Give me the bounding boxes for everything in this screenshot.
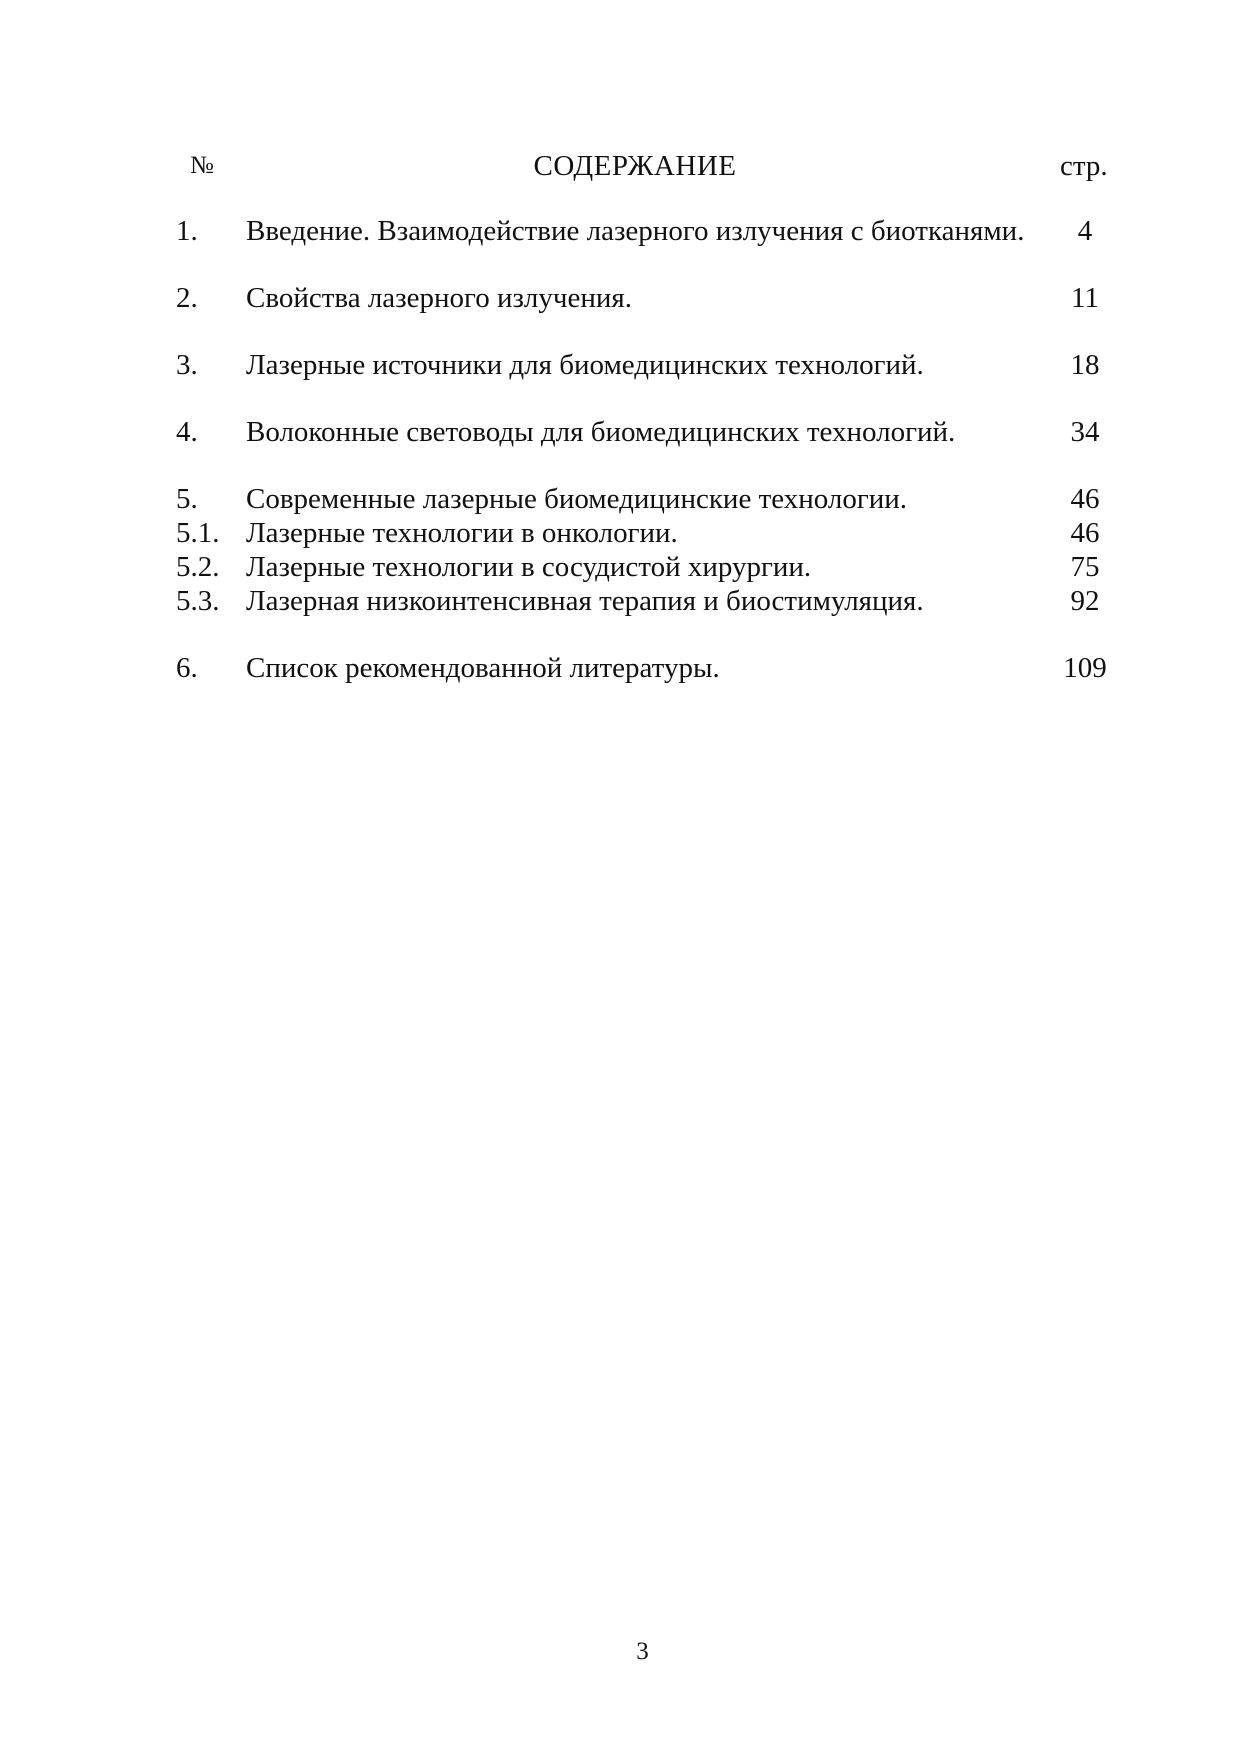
toc-entry-page: 75 <box>1070 551 1100 583</box>
toc-subentry <box>0 515 1241 551</box>
toc-subentry <box>0 583 1241 619</box>
toc-entry-number: 5.2. <box>176 551 220 583</box>
toc-entry-number: 2. <box>176 282 198 314</box>
toc-entry-title: Лазерные технологии в онкологии. <box>246 517 678 549</box>
toc-entry <box>0 213 1241 249</box>
toc-entry-page: 34 <box>1070 416 1100 448</box>
toc-entry-number: 6. <box>176 652 198 684</box>
toc-entry-page: 11 <box>1071 282 1099 314</box>
toc-entry-page: 46 <box>1070 517 1100 549</box>
toc-entry-title: Современные лазерные биомедицинские технологии. <box>246 483 908 515</box>
toc-entry-title: Список рекомендованной литературы. <box>246 652 720 684</box>
toc-entry-number: 4. <box>176 416 198 448</box>
toc-entry-page: 109 <box>1063 652 1107 684</box>
page-title: СОДЕРЖАНИЕ <box>533 150 737 182</box>
number-column-header: № <box>190 152 214 179</box>
toc-entry-title: Свойства лазерного излучения. <box>246 282 632 314</box>
toc-entry-number: 5.3. <box>176 585 220 617</box>
toc-entry <box>0 347 1241 383</box>
toc-entry-title: Лазерная низкоинтенсивная терапия и биостимуляция. <box>246 585 924 617</box>
toc-entry-title: Лазерные источники для биомедицинских технологий. <box>246 349 924 381</box>
toc-entry-number: 1. <box>176 215 198 247</box>
toc-entry-page: 46 <box>1070 483 1100 515</box>
toc-subentry <box>0 549 1241 585</box>
toc-entry-number: 3. <box>176 349 198 381</box>
toc-entry-number: 5. <box>176 483 198 515</box>
page-number: 3 <box>636 1638 649 1665</box>
toc-entry-number: 5.1. <box>176 517 220 549</box>
toc-entry <box>0 280 1241 316</box>
toc-entry-page: 92 <box>1070 585 1100 617</box>
page-column-header: стр. <box>1060 150 1108 182</box>
toc-entry-title: Лазерные технологии в сосудистой хирургии. <box>246 551 812 583</box>
toc-entry-page: 18 <box>1070 349 1100 381</box>
toc-entry-title: Введение. Взаимодействие лазерного излучения с биотканями. <box>246 215 1025 247</box>
toc-entry <box>0 414 1241 450</box>
toc-entry-title: Волоконные световоды для биомедицинских технологий. <box>246 416 956 448</box>
toc-entry-page: 4 <box>1077 215 1093 247</box>
toc-header <box>0 150 1241 190</box>
toc-entry <box>0 481 1241 517</box>
toc-entry <box>0 650 1241 686</box>
